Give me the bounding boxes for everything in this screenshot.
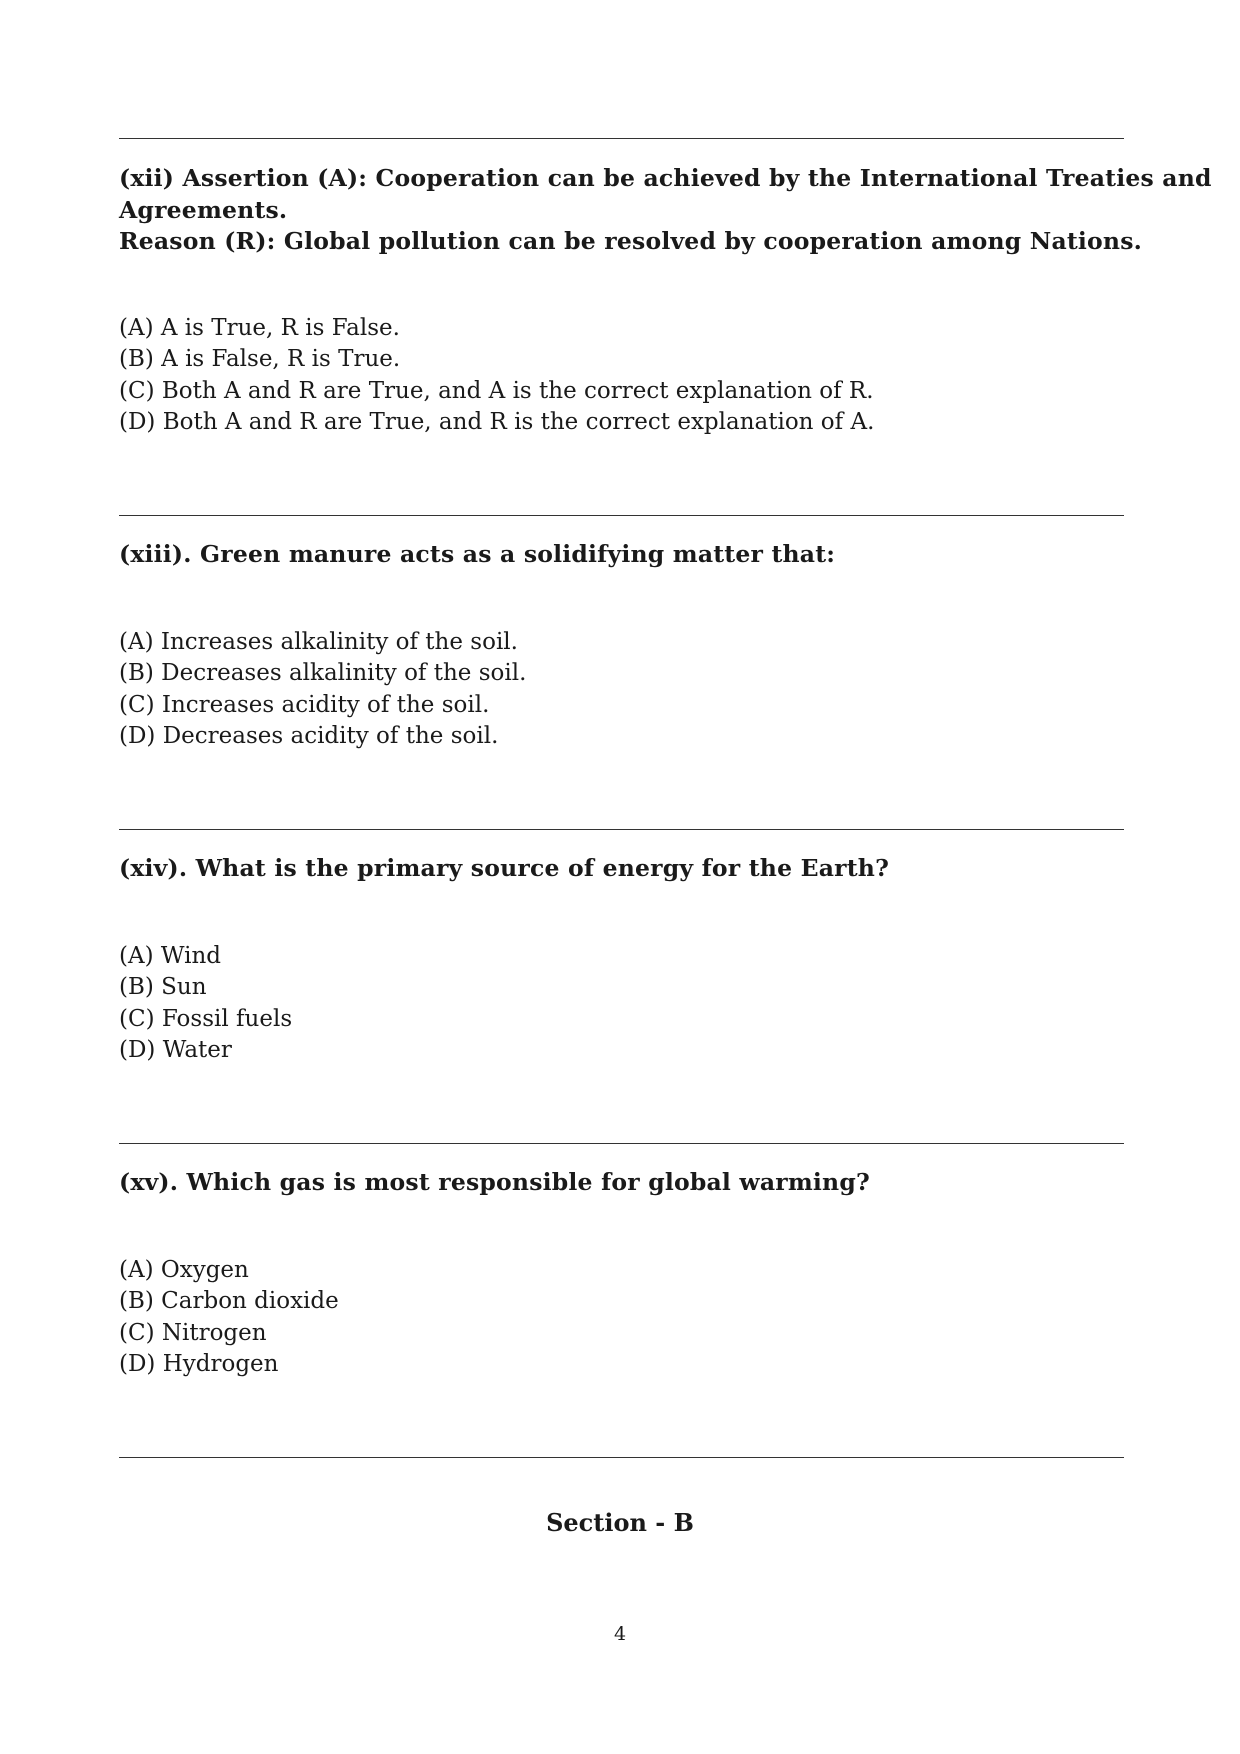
option-d: (D) Decreases acidity of the soil. [119,722,499,749]
option-d: (D) Hydrogen [119,1350,279,1377]
option-b: (B) Sun [119,974,207,1001]
question-stem-line: (xiii). Green manure acts as a solidifying matter that: [119,540,836,568]
question-stem-line: Agreements. [119,195,288,224]
question-stem-line: (xv). Which gas is most responsible for global warming? [119,1168,870,1196]
option-c: (C) Fossil fuels [119,1005,293,1032]
option-a: (A) Increases alkalinity of the soil. [119,629,518,655]
question-xv-options [119,1255,1119,1380]
question-xiv-stem [119,853,1129,885]
question-xv-stem [119,1167,1129,1199]
divider-xv [119,1143,1124,1144]
option-c: (C) Increases acidity of the soil. [119,691,490,718]
section-heading: Section - B [546,1508,694,1537]
page-number: 4 [613,1623,627,1645]
question-stem-line: Reason (R): Global pollution can be resolved by cooperation among Nations. [119,227,1143,255]
divider-xiv [119,829,1124,830]
question-xiv-options [119,941,1119,1066]
option-d: (D) Water [119,1036,232,1063]
option-b: (B) Carbon dioxide [119,1288,339,1315]
question-xiii-stem [119,539,1129,571]
question-stem-line: (xii) Assertion (A): Cooperation can be achieved by the International Treaties and [119,164,1212,192]
option-b: (B) A is False, R is True. [119,346,401,373]
divider-top [119,138,1124,139]
question-xii-stem [119,163,1212,258]
question-xii-options [119,313,1119,438]
option-c: (C) Both A and R are True, and A is the correct explanation of R. [119,377,874,404]
divider-xiii [119,515,1124,516]
option-d: (D) Both A and R are True, and R is the correct explanation of A. [119,408,875,435]
question-xiii-options [119,627,1119,752]
option-b: (B) Decreases alkalinity of the soil. [119,660,527,687]
question-stem-line: (xiv). What is the primary source of energy for the Earth? [119,854,890,882]
option-a: (A) Oxygen [119,1257,249,1283]
option-a: (A) Wind [119,943,221,969]
divider-bottom [119,1457,1124,1458]
option-c: (C) Nitrogen [119,1319,267,1346]
option-a: (A) A is True, R is False. [119,315,400,341]
